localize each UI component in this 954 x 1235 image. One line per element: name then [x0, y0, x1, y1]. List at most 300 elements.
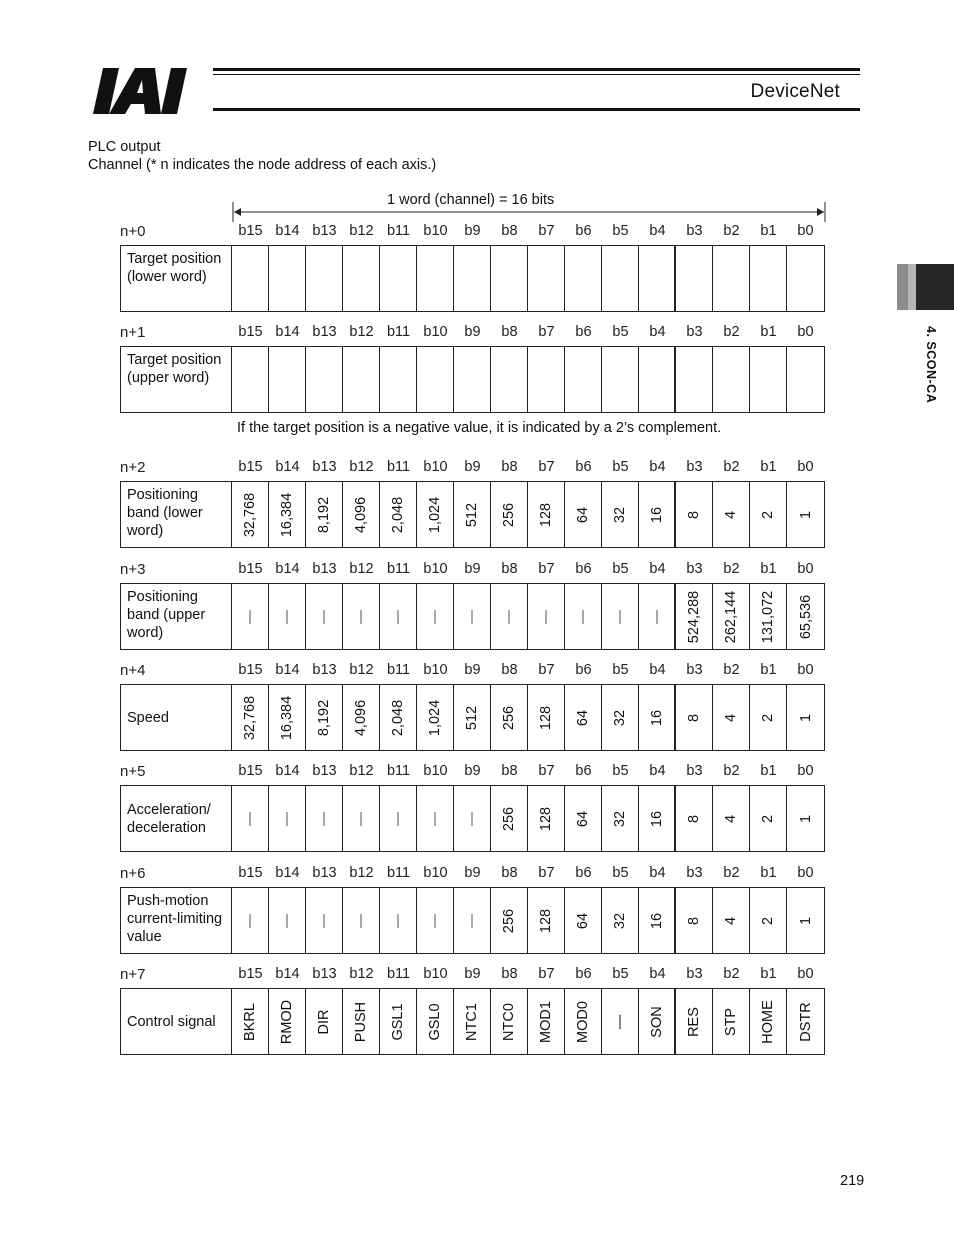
- bit-cell: [676, 246, 713, 311]
- bit-value: 64: [575, 709, 591, 726]
- bit-label: b14: [275, 763, 300, 779]
- bit-cell: [343, 584, 380, 649]
- bit-label: b12: [349, 324, 374, 340]
- bit-value: 8,192: [316, 699, 332, 736]
- bit-value: 4: [723, 510, 739, 519]
- bit-value: SON: [648, 1005, 665, 1038]
- twos-complement-note: If the target position is a negative value, it is indicated by a 2’s complement.: [237, 420, 722, 436]
- register-name: n+7: [120, 966, 146, 983]
- bit-value: 2: [760, 713, 776, 722]
- bit-label: b10: [423, 459, 448, 475]
- bit-cell: [306, 685, 343, 750]
- register-name: n+6: [120, 865, 146, 882]
- bit-cell: [417, 989, 454, 1054]
- bit-value: 8: [686, 916, 702, 925]
- register-label: Push-motion current-limiting value: [121, 888, 232, 953]
- bit-label: b3: [686, 223, 703, 239]
- register-box: [120, 988, 825, 1055]
- chapter-tab: [897, 264, 954, 310]
- bit-cell: [232, 786, 269, 851]
- bit-cell: [454, 888, 491, 953]
- unused-bit-mark: [656, 610, 657, 624]
- bit-value: 512: [464, 502, 480, 527]
- bit-label: b9: [464, 324, 481, 340]
- bit-cell: [232, 482, 269, 547]
- intro-line-2: Channel (* n indicates the node address of each axis.): [88, 157, 437, 173]
- bit-label: b12: [349, 966, 374, 982]
- bit-cell: [676, 989, 713, 1054]
- bit-label: b13: [312, 662, 337, 678]
- bit-cell: [713, 347, 750, 412]
- bit-cell: [528, 888, 565, 953]
- bit-value: RMOD: [279, 999, 295, 1044]
- bit-value: 16: [648, 506, 665, 523]
- bit-label: b4: [649, 561, 666, 577]
- bit-label: b14: [275, 561, 300, 577]
- bit-cell: [454, 584, 491, 649]
- bit-label: b3: [686, 561, 703, 577]
- bit-label: b13: [312, 865, 337, 881]
- bit-value: RES: [686, 1006, 702, 1037]
- bit-label: b2: [723, 865, 740, 881]
- bit-label: b9: [464, 561, 481, 577]
- bit-cell: [232, 989, 269, 1054]
- bit-cell: [676, 685, 713, 750]
- bit-value: 256: [501, 908, 517, 933]
- bit-label: b2: [723, 223, 740, 239]
- bit-label: b10: [423, 763, 448, 779]
- bit-value: 32,768: [242, 695, 258, 740]
- bit-cell: [343, 685, 380, 750]
- bit-label: b9: [464, 459, 481, 475]
- bit-cell: [639, 347, 676, 412]
- bit-value: 262,144: [723, 590, 739, 643]
- bit-cell: [713, 685, 750, 750]
- bit-label: b5: [612, 223, 629, 239]
- bit-value: 1: [797, 510, 814, 519]
- bit-cell: [491, 786, 528, 851]
- bit-cell: [565, 989, 602, 1054]
- unused-bit-mark: [287, 914, 288, 928]
- unused-bit-mark: [250, 812, 251, 826]
- bit-cell: [602, 989, 639, 1054]
- bit-cell: [380, 584, 417, 649]
- bit-label: b10: [423, 561, 448, 577]
- bit-value: 4: [723, 814, 739, 823]
- unused-bit-mark: [250, 914, 251, 928]
- bit-label: b15: [238, 966, 263, 982]
- header-title: DeviceNet: [750, 81, 840, 102]
- bit-value: 128: [538, 806, 554, 831]
- register-label: Acceleration/ deceleration: [121, 786, 232, 851]
- register-box: [120, 684, 825, 751]
- bit-label: b2: [723, 561, 740, 577]
- bit-label: b8: [501, 865, 518, 881]
- bit-label: b3: [686, 662, 703, 678]
- bit-cell: [269, 685, 306, 750]
- bit-label: b2: [723, 763, 740, 779]
- bit-cell: [528, 246, 565, 311]
- bit-label: b7: [538, 459, 555, 475]
- bit-label: b0: [797, 324, 814, 340]
- bit-value: 1: [797, 713, 814, 722]
- bit-value: NTC1: [464, 1002, 480, 1041]
- unused-bit-mark: [287, 812, 288, 826]
- bit-cell: [454, 482, 491, 547]
- bit-value: 4,096: [353, 699, 369, 736]
- bit-value: DSTR: [797, 1001, 814, 1042]
- bit-label: b6: [575, 865, 592, 881]
- bit-label: b5: [612, 865, 629, 881]
- bit-label: b8: [501, 763, 518, 779]
- register-label: Control signal: [121, 989, 232, 1054]
- bit-label: b9: [464, 662, 481, 678]
- register-label: Target position (lower word): [121, 246, 232, 311]
- bit-value: 16: [648, 810, 665, 827]
- bit-cell: [565, 888, 602, 953]
- bit-label: b10: [423, 966, 448, 982]
- bit-cell: [565, 482, 602, 547]
- unused-bit-mark: [361, 610, 362, 624]
- bit-label: b2: [723, 459, 740, 475]
- register-box: [120, 583, 825, 650]
- bit-cell: [269, 246, 306, 311]
- bit-cell: [454, 989, 491, 1054]
- bit-label: b14: [275, 324, 300, 340]
- bit-cell: [676, 482, 713, 547]
- bit-label: b6: [575, 662, 592, 678]
- bit-label: b12: [349, 561, 374, 577]
- bit-label: b12: [349, 662, 374, 678]
- bit-label: b7: [538, 662, 555, 678]
- bit-value: 2,048: [390, 699, 406, 736]
- bit-label: b3: [686, 324, 703, 340]
- bit-label: b4: [649, 763, 666, 779]
- bit-cell: [750, 888, 787, 953]
- bit-cell: [417, 888, 454, 953]
- bit-value: 65,536: [797, 594, 814, 639]
- bit-cell: [602, 786, 639, 851]
- bit-cell: [602, 246, 639, 311]
- register-name: n+5: [120, 763, 146, 780]
- bit-value: 128: [538, 705, 554, 730]
- bit-label: b8: [501, 459, 518, 475]
- bit-value: 8,192: [316, 496, 332, 533]
- bit-value: 256: [501, 502, 517, 527]
- bit-label: b10: [423, 662, 448, 678]
- bit-label: b13: [312, 324, 337, 340]
- bit-label: b11: [386, 865, 411, 881]
- bit-label: b11: [386, 459, 411, 475]
- bit-cell: [380, 482, 417, 547]
- bit-label: b10: [423, 223, 448, 239]
- bit-cell: [232, 347, 269, 412]
- bit-label: b1: [760, 223, 777, 239]
- bit-label: b5: [612, 966, 629, 982]
- bit-cell: [417, 347, 454, 412]
- bit-value: GSL1: [390, 1002, 406, 1041]
- bit-label: b0: [797, 763, 814, 779]
- bit-cell: [417, 482, 454, 547]
- bit-cell: [787, 989, 824, 1054]
- bit-cell: [602, 888, 639, 953]
- bit-label: b9: [464, 966, 481, 982]
- bit-cell: [306, 786, 343, 851]
- register-name: n+2: [120, 459, 146, 476]
- bit-cell: [269, 989, 306, 1054]
- bit-value: 16: [648, 709, 665, 726]
- register-box: [120, 481, 825, 548]
- bit-value: DIR: [316, 1009, 332, 1034]
- bit-cell: [491, 347, 528, 412]
- bit-label: b11: [386, 223, 411, 239]
- bit-label: b6: [575, 324, 592, 340]
- bit-label: b6: [575, 223, 592, 239]
- bit-value: 64: [575, 506, 591, 523]
- bit-cell: [565, 584, 602, 649]
- bit-label: b5: [612, 561, 629, 577]
- bit-label: b2: [723, 662, 740, 678]
- bit-cell: [454, 685, 491, 750]
- bit-cell: [787, 347, 824, 412]
- bit-cell: [565, 786, 602, 851]
- bit-label: b1: [760, 324, 777, 340]
- bit-cell: [380, 685, 417, 750]
- bit-label: b5: [612, 459, 629, 475]
- bit-cell: [269, 888, 306, 953]
- bit-label: b1: [760, 459, 777, 475]
- bit-value: 4,096: [353, 496, 369, 533]
- unused-bit-mark: [250, 610, 251, 624]
- bit-label: b6: [575, 561, 592, 577]
- bit-cell: [306, 347, 343, 412]
- bit-cell: [676, 347, 713, 412]
- bit-cell: [380, 786, 417, 851]
- bit-cell: [676, 584, 713, 649]
- bit-cell: [750, 584, 787, 649]
- bit-label: b15: [238, 459, 263, 475]
- page-number: 219: [840, 1173, 865, 1189]
- bit-cell: [343, 888, 380, 953]
- bit-cell: [602, 482, 639, 547]
- unused-bit-mark: [398, 812, 399, 826]
- bit-label: b5: [612, 324, 629, 340]
- bit-label: b0: [797, 662, 814, 678]
- bit-label: b12: [349, 223, 374, 239]
- bit-cell: [232, 685, 269, 750]
- bit-label: b1: [760, 763, 777, 779]
- bit-cell: [639, 246, 676, 311]
- bit-cell: [676, 786, 713, 851]
- unused-bit-mark: [435, 914, 436, 928]
- bit-label: b3: [686, 459, 703, 475]
- bit-cell: [713, 786, 750, 851]
- bit-value: 4: [723, 916, 739, 925]
- bit-label: b1: [760, 966, 777, 982]
- bit-label: b13: [312, 459, 337, 475]
- bit-label: b15: [238, 324, 263, 340]
- bit-value: BKRL: [242, 1002, 258, 1041]
- bit-cell: [750, 246, 787, 311]
- bit-cell: [713, 989, 750, 1054]
- bit-value: 32: [612, 810, 628, 827]
- bit-cell: [787, 482, 824, 547]
- bit-cell: [528, 347, 565, 412]
- bit-label: b6: [575, 459, 592, 475]
- bit-label: b1: [760, 662, 777, 678]
- bit-label: b6: [575, 966, 592, 982]
- bit-cell: [565, 347, 602, 412]
- bit-value: 32,768: [242, 492, 258, 537]
- bit-label: b5: [612, 662, 629, 678]
- bit-cell: [602, 685, 639, 750]
- bit-cell: [232, 888, 269, 953]
- bit-label: b9: [464, 865, 481, 881]
- bit-label: b4: [649, 865, 666, 881]
- bit-cell: [491, 584, 528, 649]
- bit-label: b12: [349, 763, 374, 779]
- bit-cell: [528, 989, 565, 1054]
- bit-label: b15: [238, 763, 263, 779]
- bit-value: STP: [723, 1007, 739, 1036]
- bit-label: b4: [649, 966, 666, 982]
- bit-label: b15: [238, 223, 263, 239]
- bit-value: 64: [575, 912, 591, 929]
- bit-label: b8: [501, 324, 518, 340]
- bit-cell: [491, 685, 528, 750]
- bit-value: 256: [501, 705, 517, 730]
- bit-label: b7: [538, 865, 555, 881]
- bit-label: b0: [797, 223, 814, 239]
- bit-cell: [380, 246, 417, 311]
- bit-label: b13: [312, 561, 337, 577]
- bit-cell: [750, 989, 787, 1054]
- bit-cell: [491, 888, 528, 953]
- bit-cell: [787, 685, 824, 750]
- bit-value: 1: [797, 916, 814, 925]
- register-label: Positioning band (upper word): [121, 584, 232, 649]
- unused-bit-mark: [324, 610, 325, 624]
- bit-cell: [787, 888, 824, 953]
- bit-label: b15: [238, 561, 263, 577]
- bit-label: b13: [312, 223, 337, 239]
- unused-bit-mark: [472, 812, 473, 826]
- bit-cell: [787, 584, 824, 649]
- bit-label: b12: [349, 865, 374, 881]
- bit-value: 8: [686, 713, 702, 722]
- bit-cell: [454, 246, 491, 311]
- bit-label: b0: [797, 459, 814, 475]
- bit-value: 16: [648, 912, 665, 929]
- bit-label: b11: [386, 763, 411, 779]
- register-name: n+0: [120, 223, 146, 240]
- bit-value: 16,384: [279, 492, 295, 537]
- bit-label: b0: [797, 966, 814, 982]
- register-box: [120, 887, 825, 954]
- bit-cell: [602, 584, 639, 649]
- bit-cell: [491, 989, 528, 1054]
- bit-label: b15: [238, 662, 263, 678]
- bit-cell: [565, 685, 602, 750]
- bit-label: b6: [575, 763, 592, 779]
- register-name: n+1: [120, 324, 146, 341]
- bit-label: b7: [538, 966, 555, 982]
- bit-cell: [269, 347, 306, 412]
- bit-cell: [639, 584, 676, 649]
- bit-label: b8: [501, 561, 518, 577]
- bit-cell: [232, 246, 269, 311]
- bit-value: 256: [501, 806, 517, 831]
- bit-cell: [750, 482, 787, 547]
- bit-label: b0: [797, 865, 814, 881]
- bit-cell: [417, 246, 454, 311]
- bit-label: b3: [686, 865, 703, 881]
- bit-label: b8: [501, 223, 518, 239]
- bit-cell: [639, 888, 676, 953]
- bit-cell: [750, 347, 787, 412]
- bit-value: 2: [760, 916, 776, 925]
- bit-cell: [454, 786, 491, 851]
- bit-cell: [639, 685, 676, 750]
- bit-label: b15: [238, 865, 263, 881]
- bit-value: NTC0: [501, 1002, 517, 1041]
- bit-label: b11: [386, 324, 411, 340]
- bit-cell: [417, 685, 454, 750]
- bit-label: b4: [649, 223, 666, 239]
- register-box: [120, 346, 825, 413]
- bit-value: 1: [797, 814, 814, 823]
- bit-cell: [528, 584, 565, 649]
- bit-label: b10: [423, 865, 448, 881]
- word-note: 1 word (channel) = 16 bits: [387, 192, 555, 208]
- bit-cell: [343, 786, 380, 851]
- intro-line-1: PLC output: [88, 139, 161, 155]
- bit-value: 4: [723, 713, 739, 722]
- bit-label: b4: [649, 324, 666, 340]
- bit-label: b10: [423, 324, 448, 340]
- bit-cell: [750, 786, 787, 851]
- iai-logo: [93, 66, 211, 116]
- bit-cell: [528, 482, 565, 547]
- bit-cell: [639, 989, 676, 1054]
- bit-label: b14: [275, 459, 300, 475]
- bit-value: MOD1: [538, 1000, 554, 1043]
- bit-value: 32: [612, 912, 628, 929]
- bit-cell: [454, 347, 491, 412]
- bit-label: b13: [312, 763, 337, 779]
- unused-bit-mark: [472, 914, 473, 928]
- bit-label: b13: [312, 966, 337, 982]
- bit-value: 524,288: [686, 590, 702, 643]
- register-label: Speed: [121, 685, 232, 750]
- bit-label: b11: [386, 966, 411, 982]
- bit-label: b14: [275, 662, 300, 678]
- bit-value: PUSH: [353, 1001, 369, 1042]
- bit-value: 2: [760, 510, 776, 519]
- bit-label: b12: [349, 459, 374, 475]
- bit-value: 2,048: [390, 496, 406, 533]
- unused-bit-mark: [324, 812, 325, 826]
- bit-label: b9: [464, 763, 481, 779]
- bit-value: 128: [538, 908, 554, 933]
- bit-value: 131,072: [760, 590, 776, 643]
- unused-bit-mark: [546, 610, 547, 624]
- bit-label: b7: [538, 561, 555, 577]
- bit-value: 1,024: [427, 496, 443, 533]
- bit-cell: [380, 347, 417, 412]
- bit-cell: [417, 584, 454, 649]
- bit-cell: [713, 246, 750, 311]
